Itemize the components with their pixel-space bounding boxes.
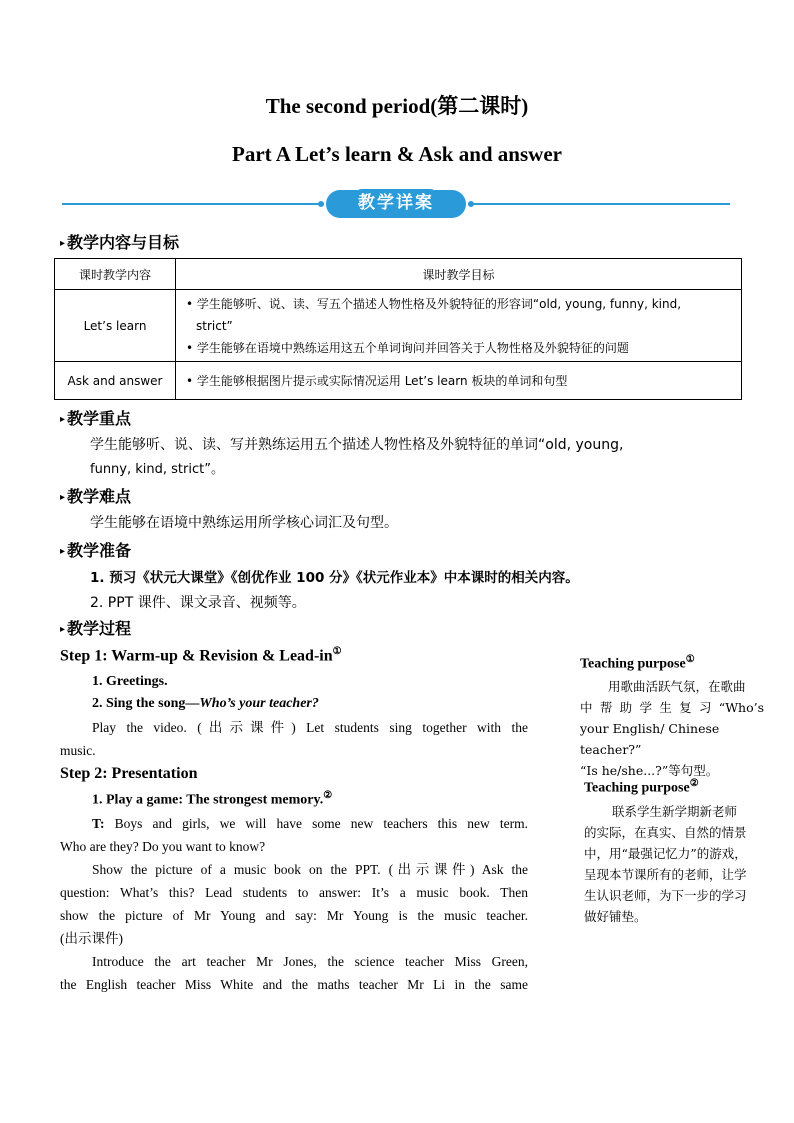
note-line: 生认识老师，为下一步的学习 (584, 888, 747, 903)
goal-line: • 学生能够在语境中熟练运用这五个单词询问并回答关于人物性格及外貌特征的问题 (186, 340, 629, 355)
step1-para: music. (60, 743, 96, 758)
step2-para: Who are they? Do you want to know? (60, 839, 266, 854)
page-title: The second period(第二课时) (265, 94, 529, 118)
step1-para: Play the video. (出示课件) Let students sing together with the (92, 720, 528, 735)
triangle-bullet-icon: ▸ (60, 624, 66, 635)
table-cell-content: Let’s learn (55, 290, 176, 362)
note-line: 中，用“最强记忆力”的游戏， (584, 846, 747, 861)
footnote-mark: ① (685, 654, 695, 665)
banner-rule-left (62, 203, 324, 205)
step2-para: show the picture of Mr Young and say: Mr Young is the music teacher. (60, 908, 528, 923)
section-process (60, 616, 131, 639)
section-difficulties (60, 484, 131, 507)
step2-para: the English teacher Miss White and the maths teacher Mr Li in the same (60, 977, 528, 992)
step1-item: 1. Greetings. (92, 674, 168, 689)
table-header-row (55, 259, 742, 290)
section-content-goals (60, 230, 179, 253)
teaching-purpose-2-body (584, 801, 762, 927)
note-line: “Is he/she...?”等句型。 (580, 763, 719, 778)
note-line: 中帮助学生复习“Who’s (580, 700, 764, 715)
section-heading: 教学重点 (67, 409, 132, 428)
step2-para (60, 812, 528, 835)
key-points-line: funny, kind, strict”。 (90, 462, 224, 477)
section-heading: 教学过程 (67, 619, 132, 638)
footnote-mark: ② (689, 778, 699, 789)
note-line: 做好铺垫。 (584, 909, 647, 924)
para-text: Boys and girls, we will have some new teachers this new term. (114, 816, 529, 831)
table-cell-goals (176, 290, 742, 362)
triangle-bullet-icon: ▸ (60, 492, 66, 503)
note-line: 联系学生新学期新老师 (612, 804, 738, 819)
note-line: 呈现本节课所有的老师，让学 (584, 867, 747, 882)
table-row (55, 362, 742, 400)
difficulties-text: 学生能够在语境中熟练运用所学核心词汇及句型。 (90, 515, 398, 531)
step2-title: Step 2: Presentation (60, 765, 198, 782)
step2-item (92, 790, 332, 809)
goals-table (54, 258, 742, 400)
step2-para: Introduce the art teacher Mr Jones, the science teacher Miss Green, (92, 954, 528, 969)
note-title: Teaching purpose (584, 780, 690, 796)
section-heading: 教学准备 (67, 541, 132, 560)
triangle-bullet-icon: ▸ (60, 238, 66, 249)
note-title: Teaching purpose (580, 656, 686, 672)
section-heading: 教学难点 (67, 487, 132, 506)
footnote-mark: ② (323, 790, 333, 801)
step1-title (60, 646, 342, 665)
table-header-content: 课时教学内容 (55, 259, 176, 290)
banner-dot-left (318, 201, 324, 207)
note-line: 的实际，在真实、自然的情景 (584, 825, 747, 840)
section-heading: 教学内容与目标 (67, 233, 180, 252)
preparation-item: 2. PPT 课件、课文录音、视频等。 (90, 595, 306, 611)
footnote-mark: ① (332, 646, 342, 657)
table-cell-goals (176, 362, 742, 400)
speaker-label: T: (92, 816, 105, 831)
step1-item (92, 696, 319, 712)
table-cell-content: Ask and answer (55, 362, 176, 400)
teaching-purpose-1-body (580, 676, 764, 781)
teaching-purpose-2-title (584, 778, 699, 797)
step-title-text: Step 1: Warm-up & Revision & Lead-in (60, 647, 333, 665)
key-points-line: 学生能够听、说、读、写并熟练运用五个描述人物性格及外貌特征的单词“old, young, (90, 437, 624, 453)
triangle-bullet-icon: ▸ (60, 546, 66, 557)
step2-para: (出示课件) (60, 931, 123, 946)
goal-line: • 学生能够根据图片提示或实际情况运用 Let’s learn 板块的单词和句型 (186, 373, 568, 388)
triangle-bullet-icon: ▸ (60, 414, 66, 425)
banner-rule-right (468, 203, 730, 205)
preparation-item: 1. 预习《状元大课堂》《创优作业 100 分》《状元作业本》中本课时的相关内容。 (90, 570, 579, 586)
table-row (55, 290, 742, 362)
note-line: 用歌曲活跃气氛，在歌曲 (608, 679, 746, 694)
page-subtitle: Part A Let’s learn & Ask and answer (232, 142, 562, 166)
step2-para: Show the picture of a music book on the PPT. (出示课件) Ask the (92, 862, 528, 877)
goal-line: • 学生能够听、说、读、写五个描述人物性格及外貌特征的形容词“old, young, funny, kind, (186, 296, 682, 311)
song-title: Who’s your teacher? (199, 696, 319, 711)
note-line: your English/ Chinese teacher?” (580, 721, 720, 757)
goal-line: strict” (196, 318, 233, 333)
item-text: 1. Play a game: The strongest memory. (92, 792, 324, 808)
step2-para: question: What’s this? Lead students to answer: It’s a music book. Then (60, 885, 528, 900)
item-prefix: 2. Sing the song— (92, 696, 200, 711)
section-preparation (60, 538, 131, 561)
table-header-goals: 课时教学目标 (176, 259, 742, 290)
banner-dot-right (468, 201, 474, 207)
teaching-purpose-1-title (580, 654, 695, 673)
banner-label: 教学详案 (354, 189, 438, 217)
section-key-points (60, 406, 131, 429)
banner-badge (326, 190, 466, 218)
